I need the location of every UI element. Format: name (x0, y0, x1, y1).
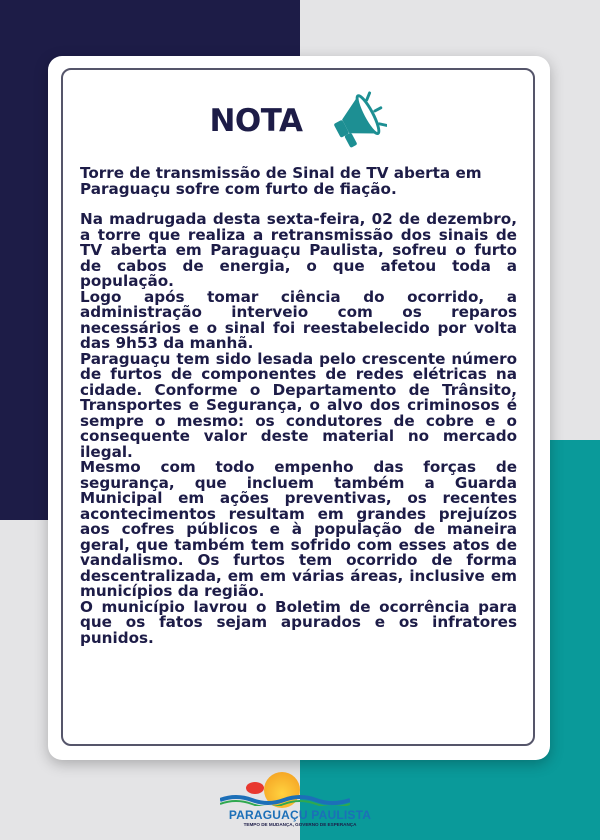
notice-border-frame (61, 68, 535, 746)
city-logo (210, 772, 390, 832)
paragraph: Logo após tomar ciência do ocorrido, a administração interveio com os reparos necessários e o sinal foi reestabelecido por volta das 9h53 da manhã. (80, 287, 517, 352)
logo-slogan-text: TEMPO DE MUDANÇA, GOVERNO DE ESPERANÇA (243, 822, 357, 827)
paragraph: Mesmo com todo empenho das forças de segurança, que incluem também a Guarda Municipal em ações preventivas, os recentes acontecimentos resultam em grandes prejuízos aos cofres públicos e à população de maneira geral, que também tem sofrido com esses atos de vandalismo. Os furtos tem ocorrido de forma descentralizada, em em várias áreas, inclusive em municípios da região. (80, 458, 517, 600)
paragraph: O município lavrou o Boletim de ocorrência para que os fatos sejam apurados e os infratores punidos. (80, 597, 517, 647)
logo-flower-icon (246, 782, 264, 794)
notice-title: NOTA (209, 103, 303, 139)
notice-content (80, 166, 517, 646)
paragraph: Paraguaçu tem sido lesada pelo crescente número de furtos de componentes de redes elétricas na cidade. Conforme o Departamento de Trânsito, Transportes e Segurança, o alvo dos criminosos é sempre o mesmo: os condutores de cobre e o consequente valor deste material no mercado ilegal. (80, 349, 517, 461)
notice-header (63, 86, 533, 156)
megaphone-icon (325, 89, 387, 153)
logo-wave-icon (220, 794, 350, 806)
paragraph: Na madrugada desta sexta-feira, 02 de dezembro, a torre que realiza a retransmissão dos sinais de TV aberta em Paraguaçu Paulista, sofreu o furto de cabos de energia, o que afetou toda a população. (80, 210, 517, 290)
logo-name-text: PARAGUAÇU PAULISTA (228, 808, 372, 822)
notice-headline: Torre de transmissão de Sinal de TV aberta em Paraguaçu sofre com furto de fiação. (80, 164, 482, 198)
notice-card (48, 56, 550, 760)
